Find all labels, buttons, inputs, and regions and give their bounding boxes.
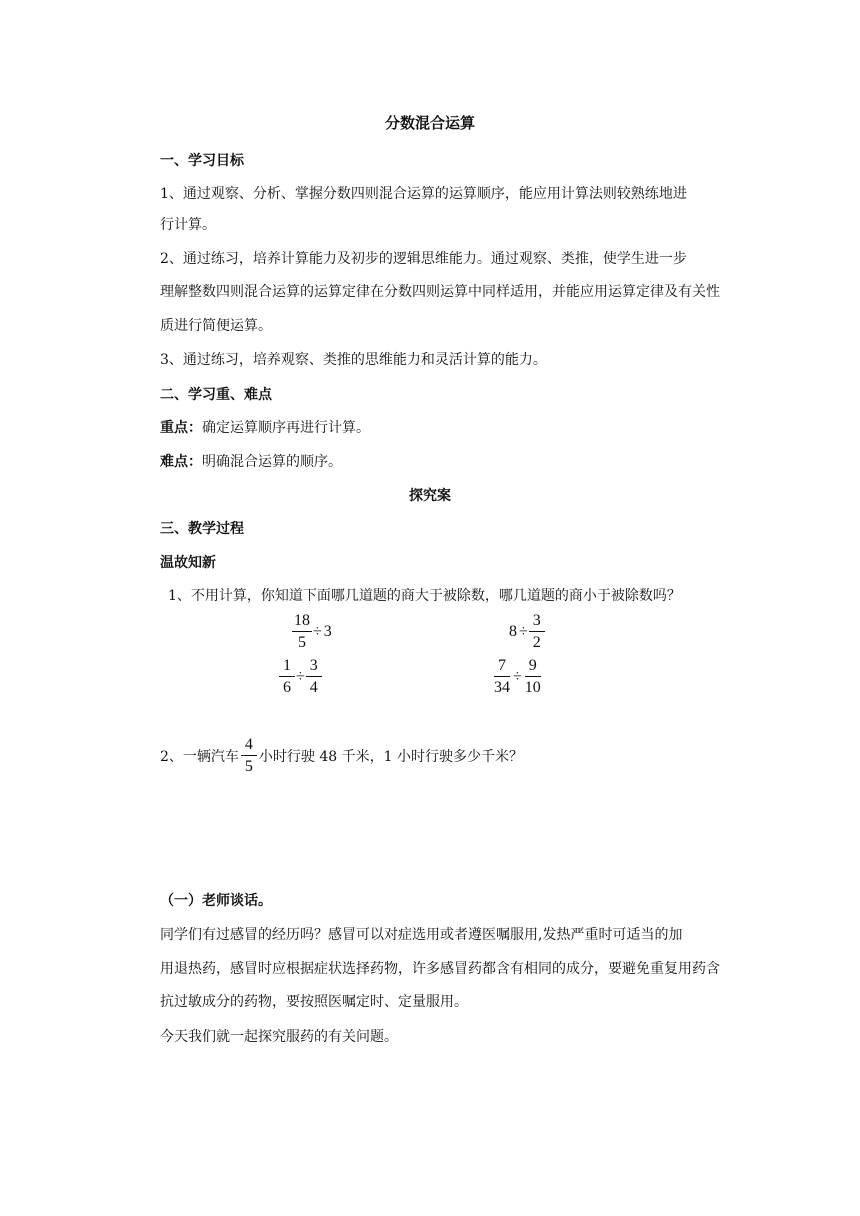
difficulty-label: 难点： — [160, 454, 202, 470]
key-point-label: 重点： — [160, 420, 202, 436]
teacher-talk-heading: （一）老师谈话。 — [160, 893, 272, 909]
teacher-talk-closing: 今天我们就一起探究服药的有关问题。 — [160, 1029, 398, 1045]
numerator: 3 — [306, 658, 322, 677]
section-heading-process: 三、教学过程 — [160, 521, 244, 537]
question-1: 1、不用计算，你知道下面哪几道题的商大于被除数，哪几道题的商小于被除数吗？ — [168, 588, 681, 604]
goal-paragraph-1: 1、通过观察、分析、掌握分数四则混合运算的运算顺序，能应用计算法则较熟练地进 — [160, 186, 687, 202]
fraction — [529, 613, 545, 651]
teacher-talk-paragraph-cont: 用退热药，感冒时应根据症状选择药物，许多感冒药都含有相同的成分，要避免重复用药含 — [160, 961, 720, 977]
key-point-text: 确定运算顺序再进行计算。 — [202, 420, 370, 436]
fraction — [279, 658, 295, 696]
teacher-talk-paragraph: 同学们有过感冒的经历吗？感冒可以对症选用或者遵医嘱服用,发热严重时可适当的加 — [160, 927, 683, 943]
divide-sign: ÷ — [296, 668, 305, 685]
numerator: 4 — [241, 737, 257, 756]
divide-sign: ÷ — [513, 668, 522, 685]
question-2-start: 2、一辆汽车 — [160, 749, 239, 765]
divide-sign: ÷ — [313, 623, 322, 640]
divide-sign: ÷ — [519, 623, 528, 640]
denominator: 5 — [298, 634, 306, 651]
difficulty-text: 明确混合运算的顺序。 — [202, 454, 342, 470]
numerator: 7 — [494, 658, 510, 677]
goal-paragraph-3: 3、通过练习，培养观察、类推的思维能力和灵活计算的能力。 — [160, 352, 547, 368]
denominator: 4 — [309, 679, 318, 696]
goal-paragraph-2: 2、通过练习，培养计算能力及初步的逻辑思维能力。通过观察、类推，使学生进一步 — [160, 251, 687, 267]
numerator: 18 — [292, 613, 312, 632]
denominator: 10 — [524, 679, 541, 696]
fraction — [306, 658, 322, 696]
goal-paragraph-2-cont2: 质进行简便运算。 — [160, 318, 272, 334]
expression-4 — [492, 658, 543, 696]
explore-title: 探究案 — [409, 488, 451, 504]
operand: 3 — [323, 623, 332, 640]
fraction — [523, 658, 543, 696]
review-heading: 温故知新 — [160, 555, 216, 571]
question-2 — [160, 737, 523, 775]
denominator: 34 — [494, 679, 510, 696]
goal-paragraph-1-cont: 行计算。 — [160, 217, 216, 233]
numerator: 3 — [529, 613, 545, 632]
difficulty-line — [160, 451, 342, 471]
denominator: 5 — [244, 758, 253, 775]
key-point-line — [160, 417, 370, 437]
operand: 8 — [509, 623, 517, 640]
fraction — [492, 658, 512, 696]
section-heading-key-points: 二、学习重、难点 — [160, 387, 272, 403]
denominator: 2 — [532, 634, 541, 651]
goal-paragraph-2-cont: 理解整数四则混合运算的运算定律在分数四则运算中同样适用，并能应用运算定律及有关性 — [160, 284, 720, 300]
expression-1 — [292, 613, 333, 651]
numerator: 9 — [525, 658, 541, 677]
expression-3 — [279, 658, 322, 696]
teacher-talk-paragraph-cont2: 抗过敏成分的药物，要按照医嘱定时、定量服用。 — [160, 994, 468, 1010]
expression-2 — [508, 613, 545, 651]
question-2-end: 小时行驶 48 千米，1 小时行驶多少千米？ — [258, 749, 523, 765]
numerator: 1 — [279, 658, 295, 677]
denominator: 6 — [283, 679, 291, 696]
fraction — [241, 737, 257, 775]
page-title: 分数混合运算 — [384, 114, 475, 132]
section-heading-goals: 一、学习目标 — [160, 153, 244, 169]
fraction — [292, 613, 312, 651]
